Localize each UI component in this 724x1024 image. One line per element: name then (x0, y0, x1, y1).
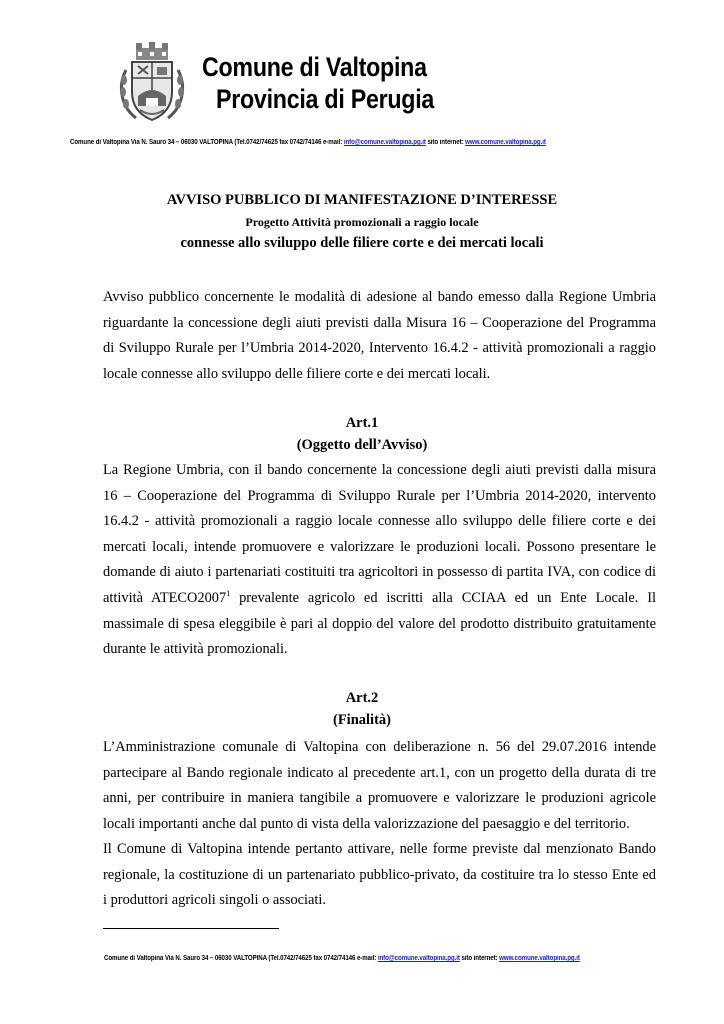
footnote-separator (103, 928, 279, 929)
intro-paragraph: Avviso pubblico concernente le modalità di adesione al bando emesso dalla Regione Umbria riguardante la concessione degli aiuti previsti dalla Misura 16 – Cooperazione del Programma di Sviluppo Rurale per l’Umbria 2014-2020, Intervento 16.4.2 - attività promozionali a raggio locale connesse allo sviluppo delle filiere corte e dei mercati locali. (103, 289, 656, 382)
notice-title: AVVISO PUBBLICO DI MANIFESTAZIONE D’INTERESSE (166, 192, 558, 208)
website-link[interactable]: www.comune.valtopina.pg.it (465, 139, 546, 146)
footer-contact-line (104, 955, 580, 962)
article-1-body (103, 458, 656, 663)
footer-site-label: sito internet: (459, 955, 500, 962)
provincia-title: Provincia di Perugia (216, 84, 435, 114)
article-2-paragraph-1: L’Amministrazione comunale di Valtopina con deliberazione n. 56 del 29.07.2016 intende partecipare al Bando regionale indicato al precedente art.1, con un progetto della durata di tre anni, per contribuire in maniera tangibile a promuovere e valorizzare le produzioni agricole locali importanti anche dal punto di vista della valorizzazione del paesaggio e del territorio. (103, 739, 656, 832)
article-2-number: Art.2 (345, 690, 379, 706)
article-2-title: (Finalità) (333, 712, 391, 728)
coat-of-arms-logo (116, 40, 188, 126)
comune-title: Comune di Valtopina (202, 52, 427, 82)
article-1-title: (Oggetto dell’Avviso) (296, 437, 428, 453)
email-link[interactable]: info@comune.valtopina.pg.it (343, 139, 426, 146)
article-1-number: Art.1 (345, 415, 379, 431)
footer-address: Comune di Valtopina Via N. Sauro 34 – 06030 VALTOPINA (Tel.0742/74625 fax 0742/74146 e-mail: (104, 955, 378, 962)
footnote-ref[interactable]: 1 (226, 589, 231, 599)
project-title: Progetto Attività promozionali a raggio locale (245, 215, 479, 229)
article-1-text-a: La Regione Umbria, con il bando concernente la concessione degli aiuti previsti dalla misura 16 – Cooperazione del Programma di Sviluppo Rurale per l’Umbria 2014-2020, intervento 16.4.2 - attività promozionali a raggio locale connesse allo sviluppo delle filiere corte e dei mercati locali, intende promuovere e valorizzare le produzioni locali. Possono presentare le domande di aiuto i partenariati costituiti tra agricoltori in possesso di partita IVA, con codice di attività ATECO2007 (103, 462, 656, 606)
article-2-paragraph-2: Il Comune di Valtopina intende pertanto attivare, nelle forme previste dal menzionato Bando regionale, la costituzione di un partenariato pubblico-privato, da costituire tra lo stesso Ente ed i produttori agricoli singoli o associati. (103, 841, 656, 909)
letterhead-contact-line (70, 139, 546, 146)
contact-address: Comune di Valtopina Via N. Sauro 34 – 06030 VALTOPINA (Tel.0742/74625 fax 0742/74146 e-mail: (70, 139, 344, 146)
footer-email-link[interactable]: info@comune.valtopina.pg.it (377, 955, 460, 962)
article-1-text-b: prevalente agricolo ed iscritti alla CCIAA ed un Ente Locale. Il massimale di spesa eleggibile è pari al doppio del valore del prodotto distribuito gratuitamente durante le attività promozionali. (103, 589, 656, 658)
footer-website-link[interactable]: www.comune.valtopina.pg.it (499, 955, 580, 962)
notice-subtitle: connesse allo sviluppo delle filiere corte e dei mercati locali (180, 235, 544, 251)
site-label: sito internet: (425, 139, 466, 146)
